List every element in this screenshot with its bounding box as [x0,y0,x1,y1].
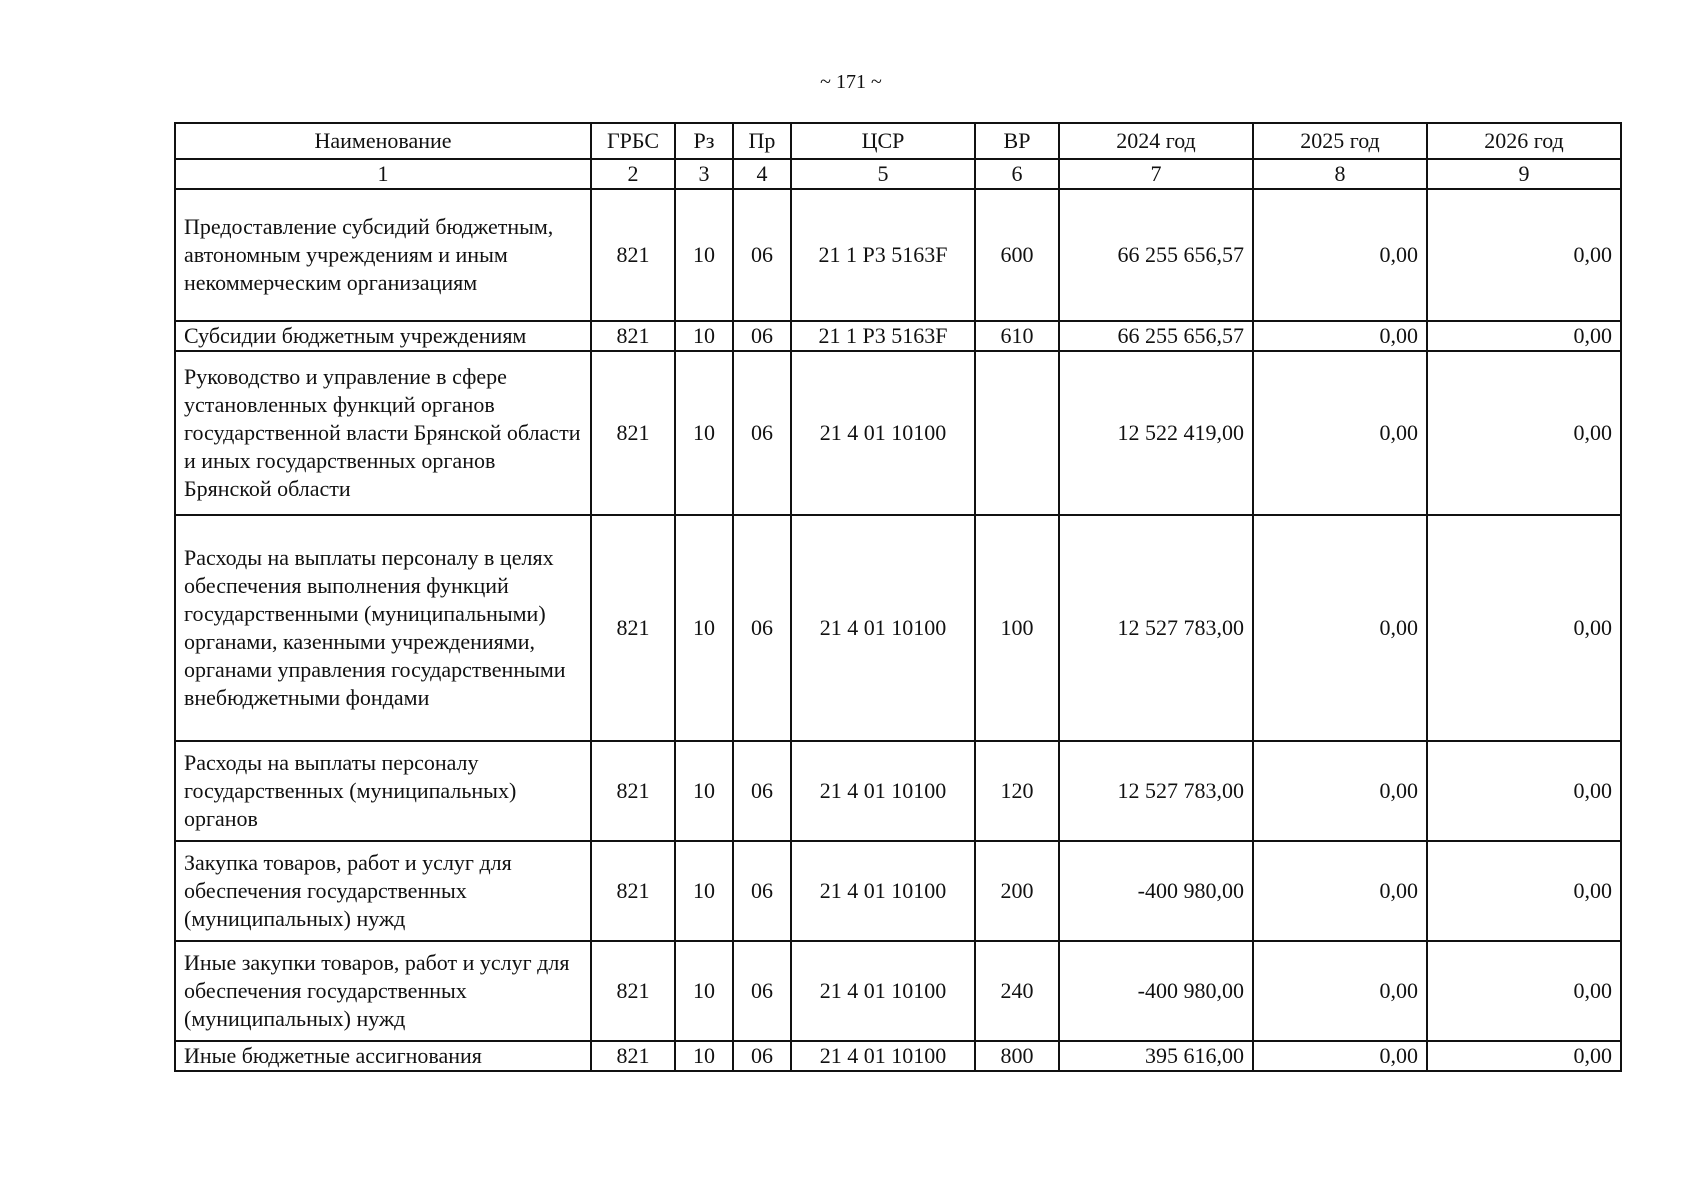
row-2024: -400 980,00 [1059,841,1253,941]
row-pr: 06 [733,515,791,741]
header-name: Наименование [175,123,591,159]
row-grbs: 821 [591,841,675,941]
row-2025: 0,00 [1253,351,1427,515]
row-csr: 21 4 01 10100 [791,1041,975,1071]
row-csr: 21 4 01 10100 [791,515,975,741]
column-number: 3 [675,159,733,189]
header-grbs: ГРБС [591,123,675,159]
header-2025: 2025 год [1253,123,1427,159]
row-2026: 0,00 [1427,515,1621,741]
row-2024: 12 527 783,00 [1059,515,1253,741]
row-2025: 0,00 [1253,1041,1427,1071]
row-grbs: 821 [591,321,675,351]
row-pr: 06 [733,321,791,351]
row-rz: 10 [675,841,733,941]
row-2026: 0,00 [1427,841,1621,941]
column-number-row [175,159,1621,189]
header-2026: 2026 год [1427,123,1621,159]
row-pr: 06 [733,351,791,515]
row-vr: 800 [975,1041,1059,1071]
column-number: 4 [733,159,791,189]
row-name: Закупка товаров, работ и услуг для обеспечения государственных (муниципальных) нужд [175,841,591,941]
row-csr: 21 4 01 10100 [791,351,975,515]
row-2024: 12 522 419,00 [1059,351,1253,515]
row-rz: 10 [675,1041,733,1071]
row-csr: 21 4 01 10100 [791,741,975,841]
row-grbs: 821 [591,515,675,741]
row-pr: 06 [733,1041,791,1071]
row-name: Руководство и управление в сфере установленных функций органов государственной власти Брянской области и иных государственных органов Брянской области [175,351,591,515]
row-pr: 06 [733,841,791,941]
row-rz: 10 [675,515,733,741]
row-2025: 0,00 [1253,189,1427,321]
column-number: 2 [591,159,675,189]
table-row [175,189,1621,321]
row-pr: 06 [733,741,791,841]
row-name: Иные бюджетные ассигнования [175,1041,591,1071]
row-grbs: 821 [591,351,675,515]
table-row [175,941,1621,1041]
row-2024: 66 255 656,57 [1059,321,1253,351]
page-number: ~ 171 ~ [820,71,882,93]
row-2026: 0,00 [1427,321,1621,351]
row-2025: 0,00 [1253,941,1427,1041]
table-row [175,321,1621,351]
column-number: 9 [1427,159,1621,189]
header-2024: 2024 год [1059,123,1253,159]
row-name: Расходы на выплаты персоналу в целях обеспечения выполнения функций государственными (муниципальными) органами, казенными учреждениями, органами управления государственными внебюджетными фондами [175,515,591,741]
column-number: 8 [1253,159,1427,189]
row-rz: 10 [675,189,733,321]
row-rz: 10 [675,741,733,841]
row-2026: 0,00 [1427,189,1621,321]
row-rz: 10 [675,941,733,1041]
row-vr: 240 [975,941,1059,1041]
column-number: 7 [1059,159,1253,189]
column-number: 1 [175,159,591,189]
row-vr [975,351,1059,515]
row-pr: 06 [733,941,791,1041]
row-2026: 0,00 [1427,941,1621,1041]
row-2026: 0,00 [1427,351,1621,515]
column-number: 5 [791,159,975,189]
row-name: Иные закупки товаров, работ и услуг для обеспечения государственных (муниципальных) нужд [175,941,591,1041]
row-2025: 0,00 [1253,321,1427,351]
row-grbs: 821 [591,189,675,321]
row-2024: 395 616,00 [1059,1041,1253,1071]
row-2025: 0,00 [1253,741,1427,841]
row-csr: 21 1 P3 5163F [791,321,975,351]
table-row [175,841,1621,941]
column-number: 6 [975,159,1059,189]
row-rz: 10 [675,351,733,515]
row-vr: 100 [975,515,1059,741]
row-grbs: 821 [591,741,675,841]
row-2026: 0,00 [1427,1041,1621,1071]
row-name: Расходы на выплаты персоналу государственных (муниципальных) органов [175,741,591,841]
row-name: Предоставление субсидий бюджетным, автономным учреждениям и иным некоммерческим организациям [175,189,591,321]
budget-table [174,122,1622,1072]
header-pr: Пр [733,123,791,159]
row-rz: 10 [675,321,733,351]
row-vr: 200 [975,841,1059,941]
row-vr: 120 [975,741,1059,841]
row-2024: 66 255 656,57 [1059,189,1253,321]
row-name: Субсидии бюджетным учреждениям [175,321,591,351]
row-2025: 0,00 [1253,515,1427,741]
row-2026: 0,00 [1427,741,1621,841]
table-row [175,741,1621,841]
row-csr: 21 1 P3 5163F [791,189,975,321]
row-vr: 610 [975,321,1059,351]
row-2024: 12 527 783,00 [1059,741,1253,841]
row-csr: 21 4 01 10100 [791,841,975,941]
header-vr: ВР [975,123,1059,159]
row-2024: -400 980,00 [1059,941,1253,1041]
row-grbs: 821 [591,1041,675,1071]
row-vr: 600 [975,189,1059,321]
row-pr: 06 [733,189,791,321]
row-grbs: 821 [591,941,675,1041]
table-row [175,1041,1621,1071]
header-rz: Рз [675,123,733,159]
header-row [175,123,1621,159]
row-2025: 0,00 [1253,841,1427,941]
table-row [175,351,1621,515]
header-csr: ЦСР [791,123,975,159]
table-row [175,515,1621,741]
row-csr: 21 4 01 10100 [791,941,975,1041]
